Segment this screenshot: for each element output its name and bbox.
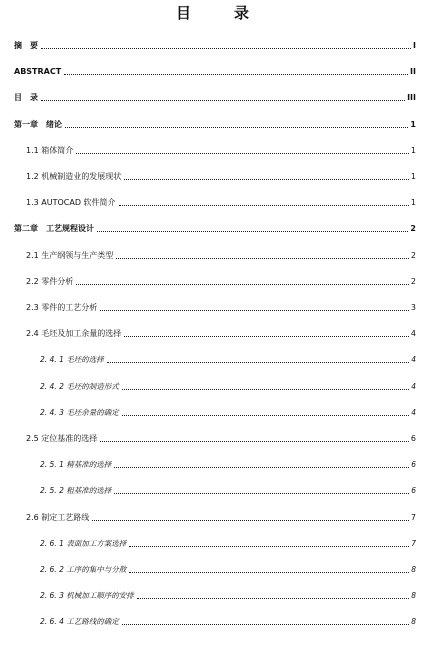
toc-entry[interactable] [14, 222, 416, 235]
toc-dot-leader [129, 546, 409, 547]
toc-entry-page-number: 1 [410, 198, 416, 207]
toc-entry-page-number: 1 [410, 172, 416, 181]
toc-entry[interactable] [26, 144, 416, 157]
toc-entry-label: 2. 4. 2 毛坯的制造形式 [40, 382, 119, 391]
toc-entry-page-number: 8 [411, 565, 416, 574]
toc-entry-label: 第二章 工艺规程设计 [14, 224, 94, 233]
toc-entry-label: 1.3 AUTOCAD 软件简介 [26, 198, 116, 207]
toc-entry-page-number: 8 [411, 617, 416, 626]
toc-entry[interactable] [14, 65, 416, 78]
toc-entry-page-number: 7 [411, 539, 416, 548]
toc-entry-page-number: 3 [410, 303, 416, 312]
toc-entry-label: 2. 5. 2 粗基准的选择 [40, 486, 112, 495]
toc-entry-label: 摘 要 [14, 41, 38, 50]
toc-entry[interactable] [40, 484, 416, 497]
toc-entry[interactable] [14, 118, 416, 131]
toc-dot-leader [137, 598, 409, 599]
toc-entry-label: 1.1 箱体简介 [26, 146, 74, 155]
toc-dot-leader [116, 258, 409, 259]
toc-entry[interactable] [14, 39, 416, 52]
toc-entry-label: 2. 6. 2 工序的集中与分散 [40, 565, 127, 574]
toc-entry-label: ABSTRACT [14, 67, 62, 76]
toc-entry-label: 2.1 生产纲领与生产类型 [26, 251, 114, 260]
toc-entry-page-number: 6 [410, 434, 416, 443]
toc-dot-leader [64, 74, 408, 75]
toc-entry-label: 目 录 [14, 93, 38, 102]
toc-dot-leader [124, 336, 409, 337]
toc-entry-page-number: 6 [411, 460, 416, 469]
toc-entry-page-number: 6 [411, 486, 416, 495]
toc-entry-page-number: III [407, 93, 416, 102]
toc-dot-leader [92, 520, 409, 521]
toc-entry[interactable] [26, 301, 416, 314]
toc-entry-label: 2.2 零件分析 [26, 277, 74, 286]
toc-entry-page-number: 4 [411, 355, 416, 364]
toc-entry-page-number: 1 [410, 120, 416, 129]
toc-entry[interactable] [26, 275, 416, 288]
toc-entry[interactable] [26, 432, 416, 445]
toc-dot-leader [76, 284, 409, 285]
toc-entry-label: 2.4 毛坯及加工余量的选择 [26, 329, 122, 338]
toc-dot-leader [124, 179, 409, 180]
toc-entry[interactable] [40, 406, 416, 419]
toc-entry[interactable] [40, 537, 416, 550]
toc-entry-page-number: 2 [410, 224, 416, 233]
toc-entry-label: 2. 6. 1 表面加工方案选择 [40, 539, 127, 548]
toc-entry-label: 2. 4. 3 毛坯余量的确定 [40, 408, 119, 417]
toc-dot-leader [122, 624, 409, 625]
toc-dot-leader [76, 153, 409, 154]
toc-entry-label: 第一章 绪论 [14, 120, 62, 129]
toc-entry-label: 2.3 零件的工艺分析 [26, 303, 98, 312]
toc-entry[interactable] [40, 615, 416, 628]
toc-dot-leader [119, 205, 409, 206]
toc-dot-leader [122, 415, 409, 416]
toc-entry[interactable] [26, 170, 416, 183]
toc-entry-page-number: 8 [411, 591, 416, 600]
toc-entry[interactable] [40, 353, 416, 366]
toc-dot-leader [122, 389, 409, 390]
toc-entry-label: 2.5 定位基准的选择 [26, 434, 98, 443]
toc-entry-label: 2. 6. 3 机械加工顺序的安排 [40, 591, 134, 600]
toc-entry-label: 2. 5. 1 精基准的选择 [40, 460, 112, 469]
toc-entry-label: 2. 6. 4 工艺路线的确定 [40, 617, 119, 626]
page-title: 目 录 [175, 4, 263, 22]
toc-entry-page-number: 4 [410, 329, 416, 338]
toc-entry-page-number: 4 [411, 408, 416, 417]
toc-entry[interactable] [40, 563, 416, 576]
toc-dot-leader [114, 493, 409, 494]
toc-entry-page-number: 2 [410, 277, 416, 286]
toc-dot-leader [65, 127, 408, 128]
toc-entry[interactable] [26, 511, 416, 524]
toc-entry-page-number: 4 [411, 382, 416, 391]
toc-entry-page-number: 7 [410, 513, 416, 522]
toc-entry[interactable] [26, 249, 416, 262]
toc-dot-leader [97, 231, 408, 232]
toc-entry-label: 2. 4. 1 毛坯的选择 [40, 355, 104, 364]
toc-entry[interactable] [14, 91, 416, 104]
toc-dot-leader [114, 467, 409, 468]
toc-entry-label: 2.6 制定工艺路线 [26, 513, 90, 522]
toc-dot-leader [100, 310, 409, 311]
toc-entry-page-number: I [413, 41, 416, 50]
toc-entry-label: 1.2 机械制造业的发展现状 [26, 172, 122, 181]
toc-dot-leader [100, 441, 409, 442]
toc-entry[interactable] [40, 589, 416, 602]
toc-entry[interactable] [26, 196, 416, 209]
toc-dot-leader [107, 362, 409, 363]
toc-entry[interactable] [40, 458, 416, 471]
toc-dot-leader [129, 572, 409, 573]
toc-entry-page-number: 1 [410, 146, 416, 155]
toc-entry[interactable] [26, 327, 416, 340]
toc-entry-page-number: 2 [410, 251, 416, 260]
toc-dot-leader [41, 100, 405, 101]
toc-dot-leader [41, 48, 411, 49]
toc-entry-page-number: II [410, 67, 416, 76]
toc-entry[interactable] [40, 380, 416, 393]
